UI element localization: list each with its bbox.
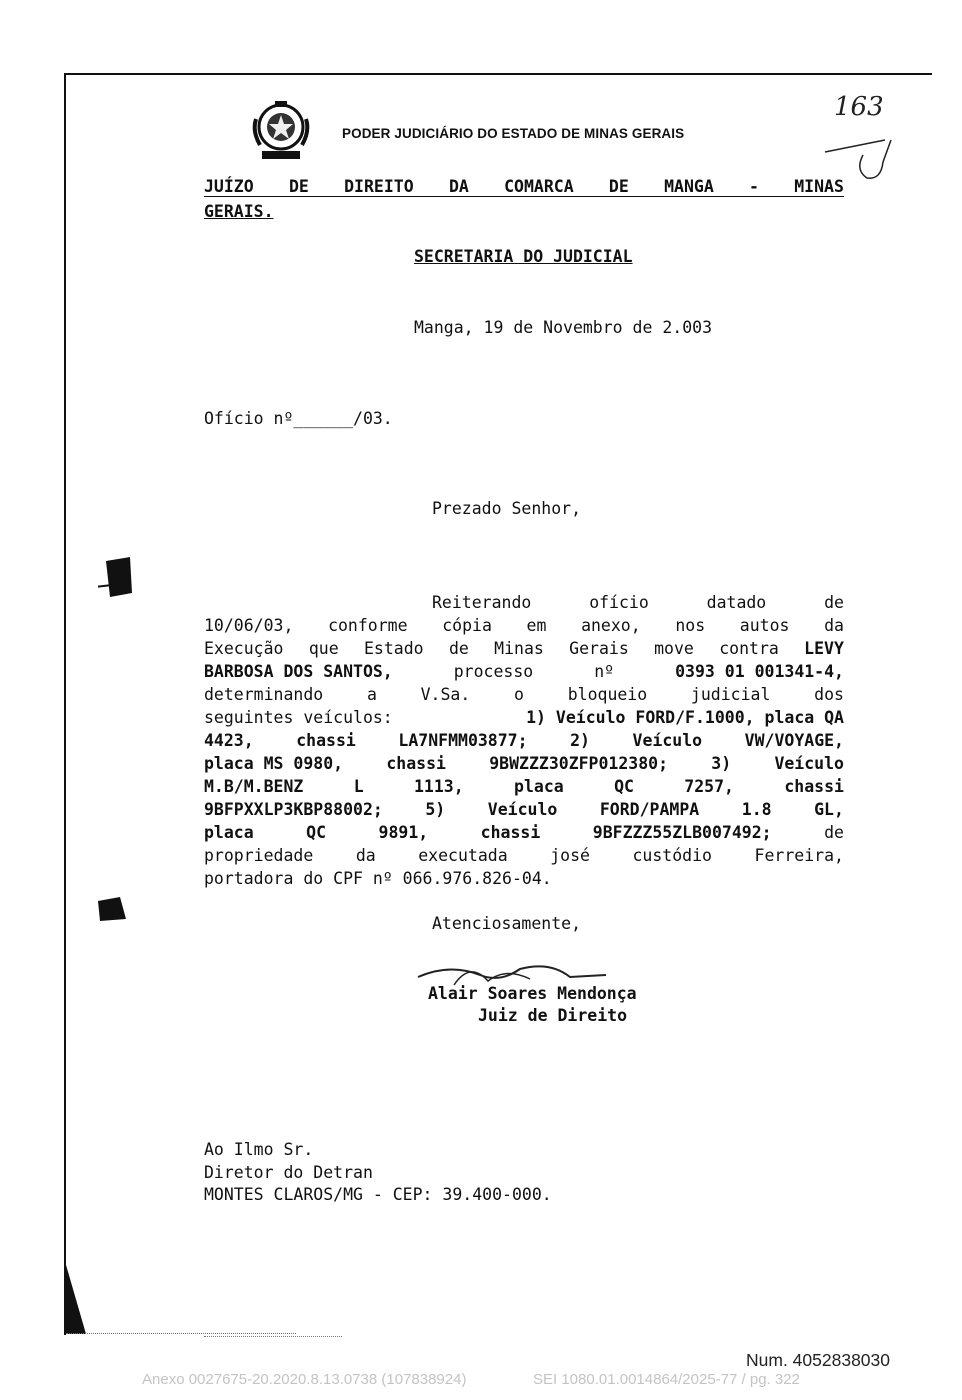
body-word: L	[353, 777, 364, 796]
body-line	[204, 637, 844, 660]
court-word: -	[749, 177, 759, 196]
handwritten-page-number: 163	[834, 92, 884, 122]
ink-blot-mark	[98, 553, 134, 603]
body-word: cópia	[442, 616, 492, 635]
court-word: DE	[288, 177, 309, 196]
top-border-line	[64, 73, 932, 75]
signer-name: Alair Soares Mendonça	[428, 984, 637, 1003]
body-word: dos	[814, 685, 844, 704]
body-paragraph	[204, 614, 844, 890]
court-word: DA	[448, 177, 469, 196]
body-word: propriedade	[204, 846, 314, 865]
body-line	[204, 706, 844, 729]
body-word: de	[824, 823, 844, 842]
body-word: Minas	[494, 639, 544, 658]
body-word: de	[448, 639, 469, 658]
body-line	[204, 660, 844, 683]
address-line-3: MONTES CLAROS/MG - CEP: 39.400-000.	[204, 1185, 552, 1204]
body-word: placa	[204, 823, 254, 842]
body-word: 2)	[570, 731, 590, 750]
body-word: Veículo	[487, 800, 558, 819]
body-word: 1113,	[414, 777, 464, 796]
body-word: Reiterando	[432, 593, 532, 612]
body-word: BARBOSA DOS SANTOS,	[204, 662, 393, 681]
body-word: o	[514, 685, 524, 704]
left-border-line	[64, 73, 66, 1335]
court-word: DIREITO	[344, 177, 414, 196]
body-line	[204, 683, 844, 706]
body-word: 1.8	[741, 800, 772, 819]
body-word: nº	[594, 662, 615, 681]
bottom-dotted-line	[66, 1333, 296, 1334]
closing: Atenciosamente,	[432, 914, 582, 933]
body-word: determinando	[204, 685, 324, 704]
court-name-line-1	[204, 177, 844, 196]
body-word: chassi	[386, 754, 446, 773]
header-organization: PODER JUDICIÁRIO DO ESTADO DE MINAS GERAIS	[342, 126, 685, 141]
body-word: 0393 01 001341-4,	[675, 662, 844, 681]
secretariat-title: SECRETARIA DO JUDICIAL	[414, 247, 633, 266]
body-word: chassi	[480, 823, 541, 842]
body-word: datado	[706, 593, 767, 612]
oficio-number: Ofício nº______/03.	[204, 409, 393, 428]
court-word: DE	[608, 177, 629, 196]
footer-sei-reference: SEI 1080.01.0014864/2025-77 / pg. 322	[533, 1371, 800, 1388]
body-word: 3)	[711, 754, 732, 773]
body-word: chassi	[784, 777, 844, 796]
body-word: 5)	[425, 800, 446, 819]
body-line	[204, 798, 844, 821]
body-word: 4423,	[204, 731, 254, 750]
court-name-underline	[204, 196, 844, 197]
body-word: 9891,	[378, 823, 429, 842]
body-word: josé	[550, 846, 590, 865]
body-word: anexo,	[581, 616, 641, 635]
document-number: Num. 4052838030	[746, 1350, 890, 1370]
body-word: contra	[719, 639, 779, 658]
body-word: bloqueio	[567, 685, 648, 704]
body-word: 7257,	[684, 777, 734, 796]
body-word: VW/VOYAGE,	[744, 731, 844, 750]
body-word: FORD/PAMPA	[599, 800, 700, 819]
body-word: judicial	[690, 685, 771, 704]
body-word: Veículo	[774, 754, 844, 773]
address-line-1: Ao Ilmo Sr.	[204, 1140, 314, 1159]
bottom-dotted-line-2	[204, 1336, 342, 1337]
address-line-2: Diretor do Detran	[204, 1163, 373, 1182]
body-line	[204, 614, 844, 637]
body-word: Estado	[363, 639, 424, 658]
body-word: Ferreira,	[754, 846, 844, 865]
body-line	[204, 752, 844, 775]
body-word: Gerais	[569, 639, 629, 658]
body-word: processo	[453, 662, 534, 681]
ink-blot-mark-2	[94, 893, 130, 923]
court-word: MANGA	[664, 177, 714, 196]
court-word: COMARCA	[504, 177, 574, 196]
body-word: 9BWZZZ30ZFP012380;	[489, 754, 669, 773]
left-border-wedge	[64, 1258, 86, 1334]
body-word: seguintes veículos:	[204, 708, 393, 727]
body-line	[204, 729, 844, 752]
court-word: JUÍZO	[204, 177, 254, 196]
coat-of-arms-icon	[248, 97, 314, 163]
body-line	[204, 844, 844, 867]
court-name-line-2: GERAIS.	[204, 202, 274, 221]
body-last-line: portadora do CPF nº 066.976.826-04.	[204, 869, 552, 888]
salutation: Prezado Senhor,	[432, 499, 582, 518]
body-word: 10/06/03,	[204, 616, 294, 635]
body-word: que	[308, 639, 339, 658]
body-word: ofício	[589, 593, 649, 612]
body-word: GL,	[814, 800, 844, 819]
body-line	[204, 821, 844, 844]
body-word: da	[355, 846, 376, 865]
body-word: Execução	[204, 639, 284, 658]
body-word: LA7NFMM03877;	[398, 731, 528, 750]
body-word: a	[366, 685, 377, 704]
body-word: QC	[614, 777, 634, 796]
place-date: Manga, 19 de Novembro de 2.003	[414, 318, 713, 337]
body-word: chassi	[296, 731, 356, 750]
body-word: executada	[418, 846, 508, 865]
footer-annex-reference: Anexo 0027675-20.2020.8.13.0738 (107838924)	[142, 1371, 467, 1388]
body-word: placa MS 0980,	[204, 754, 344, 773]
body-word: QC	[306, 823, 327, 842]
body-word: move	[654, 639, 694, 658]
body-word: Veículo	[632, 731, 703, 750]
body-word: nos	[675, 616, 706, 635]
body-word: de	[824, 593, 844, 612]
body-word: placa	[514, 777, 564, 796]
body-word: conforme	[328, 616, 408, 635]
court-word: MINAS	[794, 177, 844, 196]
body-word: 9BFPXXLP3KBP88002;	[204, 800, 383, 819]
body-word: LEVY	[804, 639, 844, 658]
body-word: 1) Veículo FORD/F.1000, placa QA	[526, 708, 844, 727]
body-word: M.B/M.BENZ	[204, 777, 304, 796]
body-line	[204, 775, 844, 798]
body-word: da	[824, 616, 844, 635]
body-word: autos	[739, 616, 790, 635]
body-word: custódio	[632, 846, 712, 865]
signer-role: Juiz de Direito	[478, 1006, 628, 1025]
body-first-line	[432, 591, 844, 614]
body-word: V.Sa.	[420, 685, 471, 704]
body-word: em	[526, 616, 547, 635]
body-word: 9BFZZZ55ZLB007492;	[592, 823, 772, 842]
